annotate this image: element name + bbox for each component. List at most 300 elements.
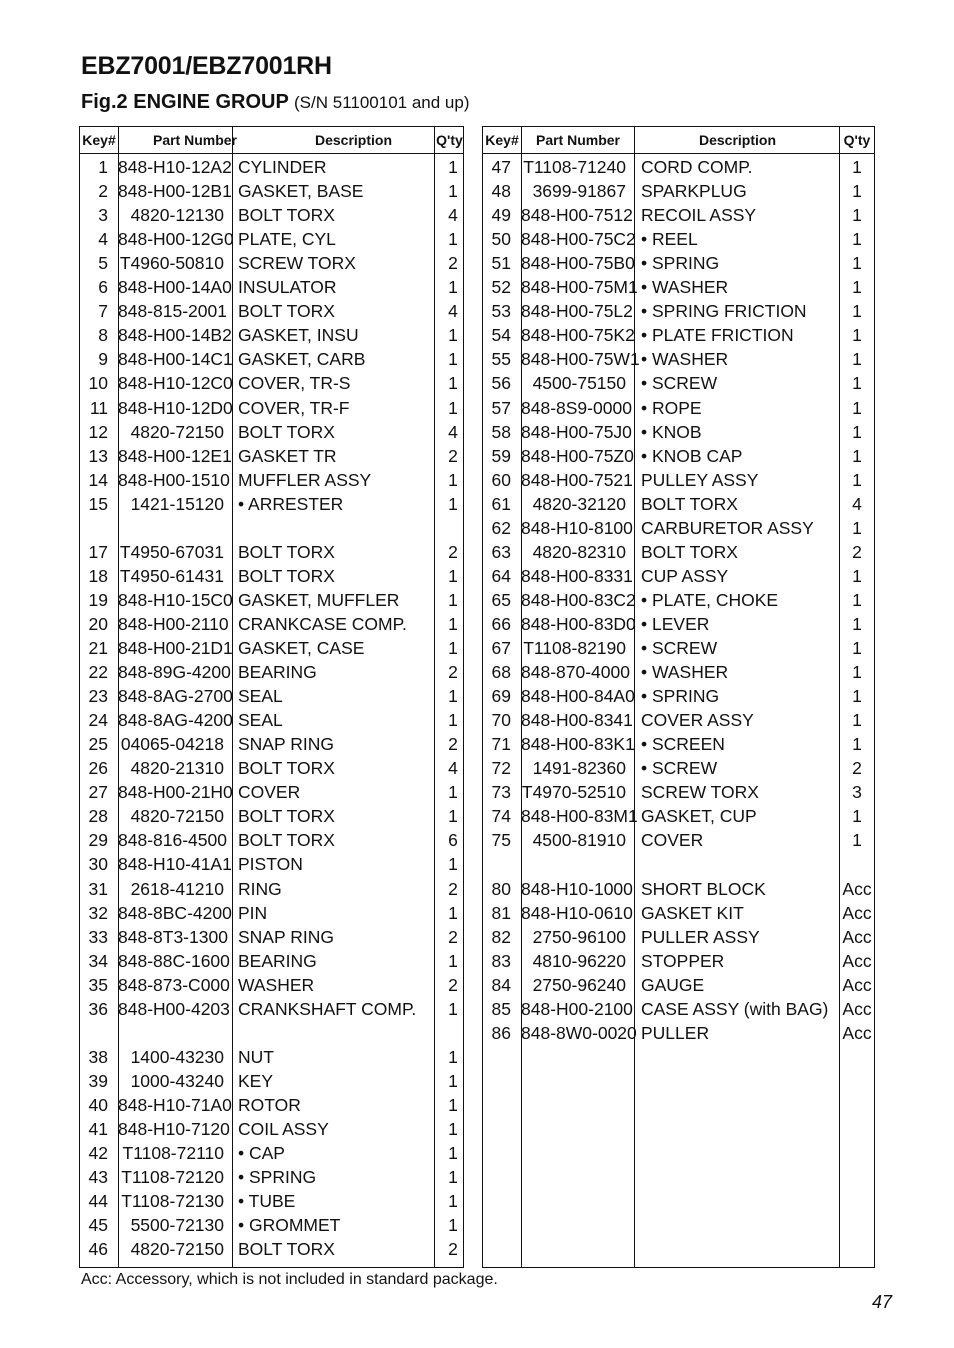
- quantity: 1: [448, 277, 458, 298]
- description: CUP ASSY: [641, 565, 729, 586]
- key-number: 73: [491, 782, 511, 803]
- key-number: 19: [88, 589, 108, 610]
- description: COVER ASSY: [641, 710, 754, 731]
- quantity: 1: [448, 565, 458, 586]
- table-row: [483, 540, 874, 564]
- description: • SPRING: [641, 253, 720, 274]
- table-row: [80, 251, 463, 275]
- description: • SCREW: [641, 758, 718, 779]
- quantity: 3: [852, 782, 862, 803]
- key-number: 6: [98, 277, 108, 298]
- quantity: 1: [448, 325, 458, 346]
- description: COIL ASSY: [238, 1119, 329, 1139]
- description: MUFFLER ASSY: [238, 469, 372, 490]
- part-number: 848-H00-2110: [118, 613, 229, 634]
- description: PULLEY ASSY: [641, 469, 759, 490]
- key-number: 53: [491, 301, 511, 322]
- part-number: 848-870-4000: [521, 662, 630, 683]
- key-number: 5: [98, 253, 108, 274]
- quantity: 1: [448, 1094, 458, 1115]
- key-number: 17: [88, 541, 108, 562]
- part-number: T1108-72110: [122, 1143, 224, 1164]
- quantity: 2: [448, 1239, 458, 1260]
- table-row: [483, 516, 874, 540]
- key-number: 61: [491, 493, 511, 514]
- description: GASKET, INSU: [238, 325, 359, 346]
- quantity: 2: [448, 734, 458, 755]
- description: CARBURETOR ASSY: [641, 517, 814, 538]
- quantity: 1: [852, 613, 862, 634]
- description: RING: [238, 878, 282, 899]
- quantity: 1: [448, 710, 458, 731]
- table-row: [483, 901, 874, 925]
- part-number: 848-H00-12G0: [118, 229, 234, 250]
- key-number: 69: [491, 686, 511, 707]
- description: BEARING: [238, 662, 317, 683]
- quantity: 1: [448, 686, 458, 707]
- key-number: 2: [98, 181, 108, 202]
- description: PLATE, CYL: [238, 229, 336, 250]
- description: COVER: [238, 782, 301, 803]
- table-row: [80, 1237, 463, 1261]
- table-row: [80, 1045, 463, 1069]
- key-number: 8: [98, 325, 108, 346]
- quantity: 2: [448, 878, 458, 899]
- part-number: 848-H00-7521: [521, 469, 633, 490]
- key-number: 14: [88, 469, 108, 490]
- quantity: 1: [852, 806, 862, 827]
- key-number: 83: [491, 950, 511, 971]
- key-number: 86: [491, 1022, 511, 1043]
- key-number: 24: [88, 710, 108, 731]
- table-row: [80, 371, 463, 395]
- key-number: 11: [89, 397, 108, 418]
- table-row: [80, 396, 463, 420]
- description: BOLT TORX: [238, 301, 335, 322]
- table-row: [80, 1141, 463, 1165]
- part-number: 848-8AG-2700: [118, 686, 233, 707]
- table-row: [80, 708, 463, 732]
- part-number: 848-H10-8100: [521, 517, 633, 538]
- key-number: 50: [491, 229, 511, 250]
- quantity: 1: [852, 517, 862, 538]
- table-row: [483, 612, 874, 636]
- table-row: [80, 1021, 463, 1045]
- key-number: 29: [88, 830, 108, 851]
- quantity: 1: [852, 181, 862, 202]
- table-row: [80, 227, 463, 251]
- description: SNAP RING: [238, 926, 334, 947]
- key-number: 49: [491, 205, 511, 226]
- quantity: 1: [448, 373, 458, 394]
- part-number: 848-H10-12A2: [118, 157, 232, 177]
- part-number: T4970-52510: [521, 782, 626, 803]
- part-number: T4960-50810: [119, 253, 224, 274]
- quantity: 2: [852, 758, 862, 779]
- quantity: 1: [852, 830, 862, 851]
- key-number: 66: [491, 613, 511, 634]
- description: • SCREEN: [641, 734, 725, 755]
- table-row: [80, 179, 463, 203]
- part-number: 3699-91867: [532, 181, 626, 202]
- table-row: [483, 468, 874, 492]
- table-row: [483, 564, 874, 588]
- quantity: 1: [852, 686, 862, 707]
- quantity: 1: [448, 1191, 458, 1212]
- table-row: [80, 420, 463, 444]
- part-number: T1108-72130: [121, 1191, 224, 1212]
- key-number: 67: [491, 638, 511, 658]
- quantity: 1: [448, 998, 458, 1019]
- quantity: Acc: [842, 1022, 872, 1043]
- part-number: 848-H10-12D0: [118, 397, 233, 418]
- quantity: 1: [852, 277, 862, 298]
- key-number: 13: [88, 445, 108, 466]
- table-row: [80, 588, 463, 612]
- quantity: 4: [448, 421, 458, 442]
- quantity: 2: [448, 926, 458, 947]
- part-number: 848-H00-14A0: [118, 277, 232, 298]
- description: GASKET, CASE: [238, 638, 365, 658]
- description: KEY: [238, 1070, 274, 1091]
- table-row: [80, 155, 463, 179]
- table-row: [483, 588, 874, 612]
- quantity: 2: [448, 445, 458, 466]
- description: • SCREW: [641, 638, 718, 658]
- description: • WASHER: [641, 662, 729, 683]
- table-row: [80, 877, 463, 901]
- part-number: 848-H00-75B0: [521, 253, 635, 274]
- part-number: 848-8W0-0020: [521, 1022, 637, 1043]
- page-title: EBZ7001/EBZ7001RH: [81, 52, 332, 80]
- key-number: 36: [88, 998, 108, 1019]
- description: • TUBE: [238, 1191, 296, 1212]
- part-number: 4810-96220: [532, 950, 626, 971]
- description: WASHER: [238, 974, 315, 995]
- part-number: 4820-21310: [130, 758, 224, 779]
- description: PISTON: [238, 854, 303, 875]
- part-number: 848-H00-14B2: [118, 325, 232, 346]
- part-number: 848-H00-83K1: [521, 734, 635, 755]
- quantity: 1: [448, 1143, 458, 1164]
- part-number: 848-H00-75L2: [521, 301, 633, 322]
- table-row: [483, 636, 874, 660]
- figure-subtitle: [81, 91, 470, 114]
- key-number: 42: [88, 1143, 108, 1164]
- description: PULLER ASSY: [641, 926, 760, 947]
- description: BOLT TORX: [238, 565, 335, 586]
- table-row: [483, 396, 874, 420]
- part-number: 848-873-C000: [118, 974, 230, 995]
- figure-name: Fig.2 ENGINE GROUP: [81, 91, 289, 113]
- table-row: [80, 564, 463, 588]
- key-number: 82: [491, 926, 511, 947]
- table-row: [483, 179, 874, 203]
- description: BOLT TORX: [238, 830, 335, 851]
- description: • PLATE, CHOKE: [641, 589, 779, 610]
- parts-table-left: [79, 126, 464, 1268]
- key-number: 64: [491, 565, 511, 586]
- table-row: [80, 780, 463, 804]
- header-part-number: Part Number: [152, 132, 238, 148]
- key-number: 80: [491, 878, 511, 899]
- table-row: [483, 1021, 874, 1045]
- key-number: 41: [88, 1119, 108, 1139]
- quantity: Acc: [842, 878, 872, 899]
- table-header: [483, 127, 874, 154]
- quantity: 6: [448, 830, 458, 851]
- quantity: 1: [448, 349, 458, 370]
- part-number: 848-H00-75Z0: [521, 445, 634, 466]
- table-row: [483, 804, 874, 828]
- quantity: 1: [852, 205, 862, 226]
- description: • WASHER: [641, 349, 729, 370]
- description: • ARRESTER: [238, 493, 344, 514]
- table-row: [80, 1213, 463, 1237]
- key-number: 12: [88, 421, 108, 442]
- key-number: 71: [491, 734, 511, 755]
- quantity: 1: [852, 229, 862, 250]
- header-qty: Q'ty: [436, 132, 463, 148]
- quantity: 1: [448, 469, 458, 490]
- quantity: 2: [448, 974, 458, 995]
- key-number: 18: [88, 565, 108, 586]
- quantity: 1: [852, 301, 862, 322]
- part-number: 1421-15120: [130, 493, 224, 514]
- table-row: [80, 636, 463, 660]
- part-number: 848-H10-15C0: [118, 589, 233, 610]
- part-number: 848-H00-75K2: [521, 325, 635, 346]
- part-number: 1491-82360: [532, 758, 626, 779]
- table-row: [80, 275, 463, 299]
- table-row: [80, 347, 463, 371]
- table-row: [80, 1093, 463, 1117]
- part-number: 848-8S9-0000: [521, 397, 632, 418]
- description: GASKET TR: [238, 445, 337, 466]
- description: ROTOR: [238, 1094, 301, 1115]
- part-number: 848-H00-21H0: [118, 782, 233, 803]
- key-number: 22: [88, 662, 108, 683]
- table-row: [483, 732, 874, 756]
- key-number: 58: [491, 421, 511, 442]
- part-number: 848-H00-75M1: [521, 277, 638, 298]
- description: GASKET, CARB: [238, 349, 366, 370]
- quantity: 1: [448, 493, 458, 514]
- key-number: 48: [491, 181, 511, 202]
- table-row: [483, 684, 874, 708]
- key-number: 3: [98, 205, 108, 226]
- quantity: 4: [448, 205, 458, 226]
- key-number: 38: [88, 1046, 108, 1067]
- table-row: [483, 925, 874, 949]
- quantity: 1: [448, 806, 458, 827]
- description: • SCREW: [641, 373, 718, 394]
- part-number: 2750-96240: [532, 974, 626, 995]
- quantity: 1: [448, 157, 458, 177]
- description: • SPRING: [641, 686, 720, 707]
- description: BOLT TORX: [238, 541, 335, 562]
- table-row: [80, 660, 463, 684]
- quantity: 1: [852, 469, 862, 490]
- table-row: [80, 468, 463, 492]
- quantity: Acc: [842, 950, 872, 971]
- part-number: 4500-75150: [532, 373, 626, 394]
- part-number: 04065-04218: [120, 734, 224, 755]
- key-number: 46: [88, 1239, 108, 1260]
- key-number: 56: [491, 373, 511, 394]
- part-number: 848-H00-75J0: [521, 421, 632, 442]
- description: STOPPER: [641, 950, 725, 971]
- key-number: 51: [491, 253, 511, 274]
- part-number: 1000-43240: [130, 1070, 224, 1091]
- table-row: [80, 444, 463, 468]
- quantity: Acc: [842, 926, 872, 947]
- key-number: 84: [491, 974, 511, 995]
- part-number: T4950-67031: [119, 541, 224, 562]
- part-number: 848-H00-8331: [521, 565, 633, 586]
- key-number: 7: [98, 301, 108, 322]
- key-number: 10: [88, 373, 108, 394]
- description: GAUGE: [641, 974, 705, 995]
- description: BOLT TORX: [641, 493, 738, 514]
- description: NUT: [238, 1046, 274, 1067]
- quantity: 1: [852, 445, 862, 466]
- description: • KNOB CAP: [641, 445, 743, 466]
- quantity: 1: [852, 397, 862, 418]
- part-number: 848-H00-83M1: [521, 806, 638, 827]
- table-row: [80, 1117, 463, 1141]
- quantity: 1: [852, 710, 862, 731]
- table-row: [80, 1165, 463, 1189]
- description: CASE ASSY (with BAG): [641, 998, 829, 1019]
- quantity: 1: [448, 950, 458, 971]
- key-number: 70: [491, 710, 511, 731]
- table-row: [483, 852, 874, 876]
- description: BOLT TORX: [238, 205, 335, 226]
- table-row: [80, 949, 463, 973]
- description: CYLINDER: [238, 157, 327, 177]
- part-number: 848-88C-1600: [118, 950, 230, 971]
- key-number: 54: [491, 325, 511, 346]
- part-number: T1108-71240: [523, 157, 626, 177]
- table-row: [80, 804, 463, 828]
- part-number: 848-H00-21D1: [118, 638, 233, 658]
- part-number: 848-8AG-4200: [118, 710, 233, 731]
- table-row: [80, 516, 463, 540]
- table-row: [483, 251, 874, 275]
- quantity: 1: [852, 589, 862, 610]
- footnote: Acc: Accessory, which is not included in standard package.: [81, 1271, 498, 1288]
- key-number: 21: [88, 638, 108, 658]
- description: SNAP RING: [238, 734, 334, 755]
- key-number: 4: [98, 229, 108, 250]
- key-number: 15: [88, 493, 108, 514]
- description: SEAL: [238, 686, 283, 707]
- part-number: 848-H00-2100: [521, 998, 633, 1019]
- header-description: Description: [314, 132, 392, 148]
- description: SCREW TORX: [238, 253, 356, 274]
- description: BEARING: [238, 950, 317, 971]
- table-row: [483, 203, 874, 227]
- part-number: 4820-72150: [130, 806, 224, 827]
- part-number: 5500-72130: [130, 1215, 224, 1236]
- part-number: 848-H00-14C1: [118, 349, 233, 370]
- key-number: 25: [88, 734, 108, 755]
- key-number: 28: [88, 806, 108, 827]
- part-number: T4950-61431: [119, 565, 224, 586]
- description: COVER: [641, 830, 704, 851]
- table-row: [80, 997, 463, 1021]
- part-number: 848-H00-8341: [521, 710, 633, 731]
- parts-table-right: [482, 126, 875, 1268]
- key-number: 57: [491, 397, 511, 418]
- description: CRANKCASE COMP.: [238, 613, 407, 634]
- table-header: [80, 127, 463, 154]
- table-row: [483, 949, 874, 973]
- table-row: [483, 299, 874, 323]
- table-row: [80, 492, 463, 516]
- quantity: 1: [448, 902, 458, 923]
- table-row: [483, 444, 874, 468]
- key-number: 44: [88, 1191, 108, 1212]
- quantity: 1: [448, 638, 458, 658]
- table-row: [483, 756, 874, 780]
- description: • GROMMET: [238, 1215, 341, 1236]
- quantity: 1: [448, 854, 458, 875]
- quantity: 1: [448, 1119, 458, 1139]
- quantity: 1: [852, 565, 862, 586]
- part-number: 2750-96100: [532, 926, 626, 947]
- description: GASKET KIT: [641, 902, 744, 923]
- part-number: 848-H00-12E1: [118, 445, 232, 466]
- part-number: 848-8BC-4200: [118, 902, 232, 923]
- description: • REEL: [641, 229, 698, 250]
- part-number: 848-H10-1000: [521, 878, 633, 899]
- description: • SPRING FRICTION: [641, 301, 807, 322]
- quantity: Acc: [842, 998, 872, 1019]
- table-row: [483, 708, 874, 732]
- header-description: Description: [698, 132, 776, 148]
- key-number: 43: [88, 1167, 108, 1188]
- table-row: [80, 323, 463, 347]
- description: COVER, TR-S: [238, 373, 351, 394]
- part-number: 848-H10-41A1: [118, 854, 232, 875]
- table-row: [483, 227, 874, 251]
- key-number: 74: [491, 806, 511, 827]
- table-row: [483, 780, 874, 804]
- table-row: [483, 420, 874, 444]
- table-row: [80, 540, 463, 564]
- description: • KNOB: [641, 421, 702, 442]
- table-row: [483, 660, 874, 684]
- description: SPARKPLUG: [641, 181, 747, 202]
- part-number: 848-H00-1510: [118, 469, 230, 490]
- quantity: 1: [852, 373, 862, 394]
- part-number: 848-H10-71A0: [118, 1094, 232, 1115]
- part-number: 4820-72150: [130, 421, 224, 442]
- quantity: 1: [852, 734, 862, 755]
- quantity: 4: [448, 301, 458, 322]
- table-row: [483, 492, 874, 516]
- part-number: 4820-82310: [532, 541, 626, 562]
- table-row: [80, 299, 463, 323]
- quantity: Acc: [842, 902, 872, 923]
- description: • ROPE: [641, 397, 702, 418]
- part-number: 848-8T3-1300: [118, 926, 228, 947]
- key-number: 40: [88, 1094, 108, 1115]
- key-number: 30: [88, 854, 108, 875]
- table-row: [80, 756, 463, 780]
